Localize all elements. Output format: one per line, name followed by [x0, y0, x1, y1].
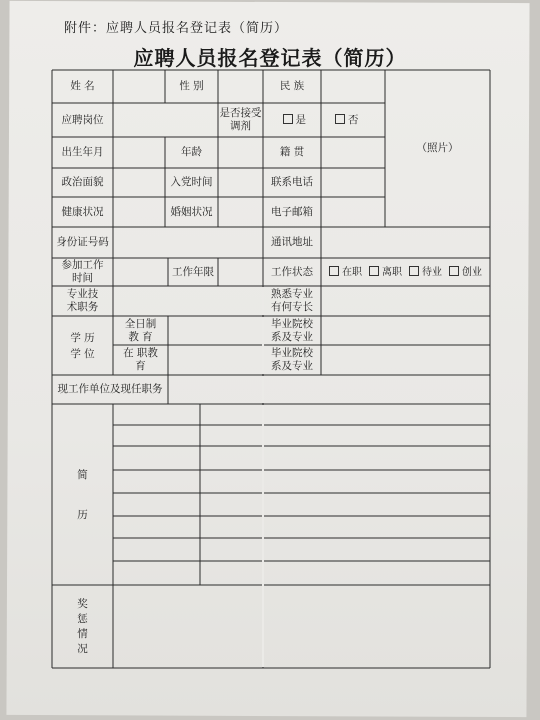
- grad-school-1-field[interactable]: [321, 316, 490, 345]
- photo-placeholder[interactable]: （照片）: [416, 142, 459, 154]
- education-label: 学 历 学 位: [70, 331, 95, 360]
- health-label: 健康状况: [61, 205, 104, 218]
- birth-label: 出生年月: [61, 146, 104, 158]
- form-title: 应聘人员报名登记表（简历）: [133, 46, 407, 70]
- status-option-resigned[interactable]: 离职: [369, 266, 402, 279]
- gender-label: 性 别: [179, 80, 204, 92]
- adjust-no-option[interactable]: 否: [335, 114, 359, 127]
- marital-label: 婚姻状况: [170, 205, 213, 218]
- phone-field[interactable]: [321, 168, 385, 197]
- address-label: 通讯地址: [271, 236, 313, 248]
- checkbox-icon[interactable]: [449, 266, 459, 276]
- status-option-employed[interactable]: 在职: [329, 266, 362, 279]
- gender-field[interactable]: [218, 70, 263, 103]
- grad-school-2-label: 毕业院校系及专业: [271, 347, 313, 372]
- accept-adjust-options: [263, 103, 385, 137]
- marital-field[interactable]: [218, 197, 263, 227]
- adjust-yes-option[interactable]: 是: [283, 114, 307, 127]
- phone-label: 联系电话: [271, 176, 313, 188]
- current-job-field[interactable]: [168, 375, 490, 404]
- party-date-label: 入党时间: [170, 176, 213, 188]
- parttime-edu-label: 在 职教 育: [123, 347, 158, 372]
- ethnicity-field[interactable]: [321, 70, 385, 103]
- fulltime-edu-label: 全日制教 育: [124, 317, 157, 343]
- specialty-label: 熟悉专业有何专长: [271, 288, 313, 313]
- id-number-field[interactable]: [113, 227, 263, 258]
- name-field[interactable]: [113, 70, 165, 103]
- status-option-startup[interactable]: 创业: [449, 266, 482, 279]
- rewards-field[interactable]: [113, 585, 490, 668]
- resume-label: 简 历: [77, 468, 88, 521]
- position-field[interactable]: [113, 103, 218, 137]
- attachment-label: 附件：应聘人员报名登记表（简历）: [64, 21, 289, 36]
- id-number-label: 身份证号码: [56, 236, 109, 248]
- status-option-unemployed[interactable]: 待业: [409, 266, 442, 279]
- work-years-field[interactable]: [218, 258, 263, 286]
- specialty-field[interactable]: [321, 286, 490, 316]
- name-label: 姓 名: [70, 80, 95, 92]
- native-field[interactable]: [321, 137, 385, 168]
- current-job-label: 现工作单位及现任职务: [57, 383, 163, 395]
- pro-title-label: 专业技术职务: [66, 288, 99, 313]
- pro-title-field[interactable]: [113, 286, 263, 316]
- accept-adjust-label: 是否接受调剂: [219, 107, 262, 132]
- position-label: 应聘岗位: [61, 113, 104, 126]
- native-label: 籍 贯: [279, 146, 305, 158]
- address-field[interactable]: [321, 227, 490, 258]
- age-field[interactable]: [218, 137, 263, 168]
- ethnicity-label: 民 族: [279, 80, 305, 92]
- party-date-field[interactable]: [218, 168, 263, 197]
- fulltime-edu-field[interactable]: [168, 316, 263, 345]
- email-label: 电子邮箱: [271, 205, 313, 218]
- age-label: 年龄: [181, 146, 202, 158]
- checkbox-icon[interactable]: [335, 114, 345, 124]
- checkbox-icon[interactable]: [329, 266, 339, 276]
- work-start-label: 参加工作时间: [61, 259, 104, 284]
- health-field[interactable]: [113, 197, 165, 227]
- resume-table[interactable]: [113, 404, 490, 585]
- grad-school-1-label: 毕业院校系及专业: [271, 317, 313, 343]
- work-status-options: [321, 258, 490, 286]
- work-status-label: 工作状态: [271, 265, 313, 278]
- checkbox-icon[interactable]: [283, 114, 293, 124]
- rewards-label: 奖惩情况: [77, 597, 88, 655]
- birth-field[interactable]: [113, 137, 165, 168]
- grad-school-2-field[interactable]: [321, 345, 490, 375]
- checkbox-icon[interactable]: [409, 266, 419, 276]
- work-start-field[interactable]: [113, 258, 168, 286]
- work-years-label: 工作年限: [172, 265, 214, 278]
- parttime-edu-field[interactable]: [168, 345, 263, 375]
- checkbox-icon[interactable]: [369, 266, 379, 276]
- email-field[interactable]: [321, 197, 385, 227]
- political-field[interactable]: [113, 168, 165, 197]
- political-label: 政治面貌: [61, 176, 104, 188]
